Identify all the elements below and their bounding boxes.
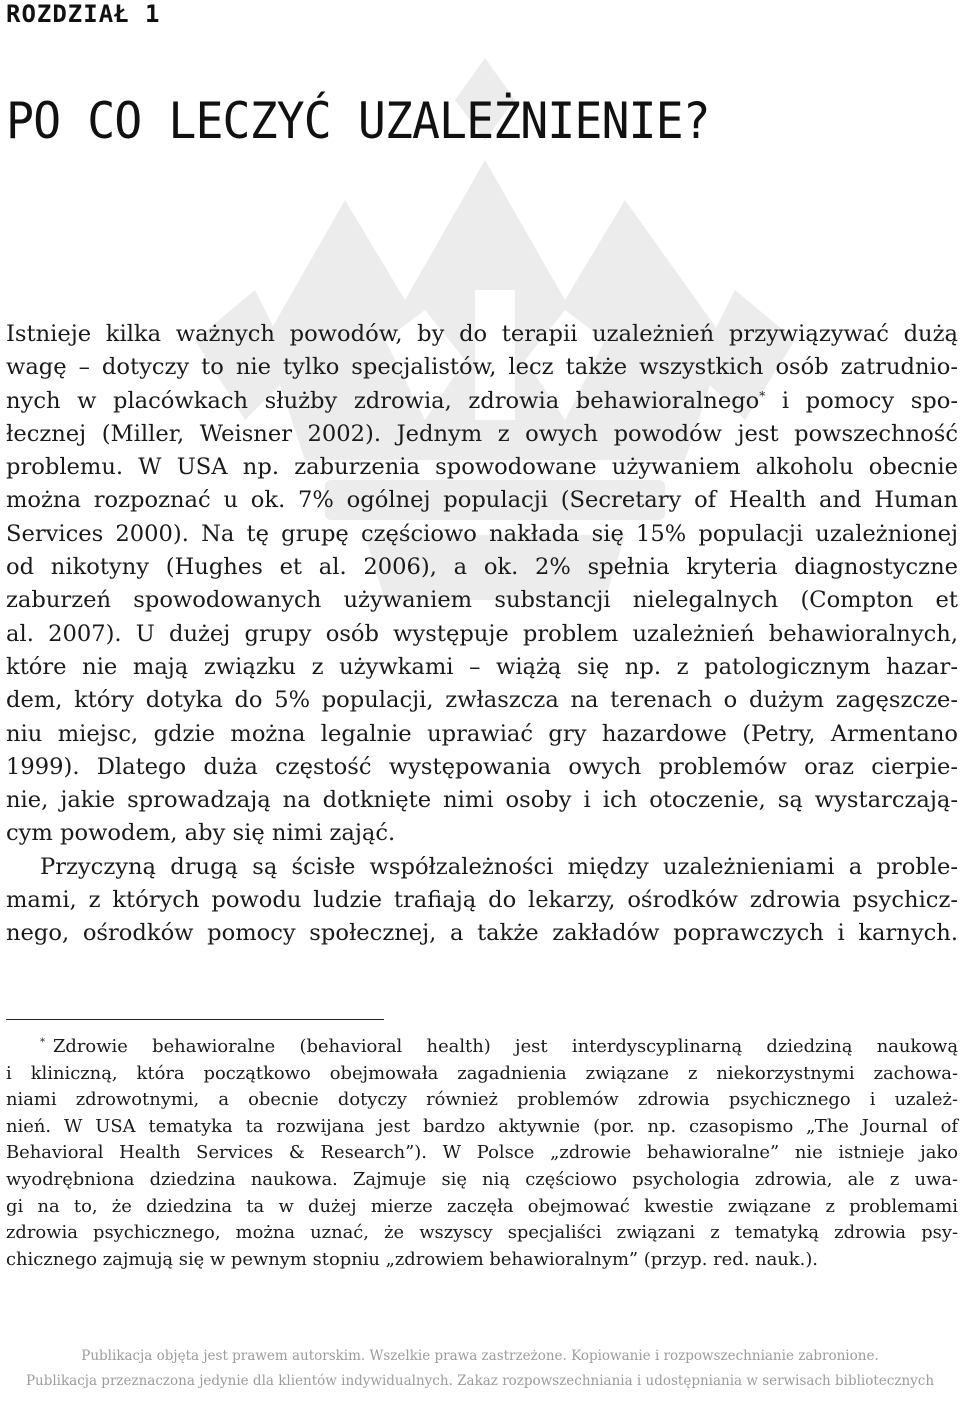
line-text: łecznej (Miller, Weisner 2002). Jednym z owych powodów jest powszechność — [6, 420, 958, 447]
footnote — [6, 1034, 958, 1273]
copyright-line-1: Publikacja objęta jest prawem autorskim. Wszelkie prawa zastrzeżone. Kopiowanie i rozpowszechnianie zabronione. — [81, 1348, 879, 1364]
main-text — [6, 318, 958, 951]
line-text: od nikotyny (Hughes et al. 2006), a ok. 2% spełnia kryteria diagnostyczne — [6, 554, 958, 581]
line-text-part: Zdrowie behawioralne (behavioral health) jest interdyscyplinarną dziedziną naukową — [53, 1036, 958, 1057]
line-text: Istnieje kilka ważnych powodów, by do terapii uzależnień przywiązywać dużą — [6, 321, 958, 347]
paragraph-1-line — [6, 751, 958, 784]
footnote-line — [6, 1167, 958, 1194]
line-text: chicznego zajmują się w pewnym stopniu „zdrowiem behawioralnym” (przyp. red. nauk.). — [6, 1248, 818, 1270]
paragraph-1-line — [6, 784, 958, 817]
footnote-line — [6, 1061, 958, 1088]
copyright-notice — [0, 1344, 960, 1394]
line-text: nie, jakie sprowadzają na dotknięte nimi osoby i ich otoczenie, są wystarczają- — [6, 787, 958, 814]
line-text: niami zdrowotnymi, a obecnie dotyczy również problemów zdrowia psychicznego i uzależ- — [6, 1089, 958, 1111]
footnote-line — [6, 1140, 958, 1167]
paragraph-1-line — [6, 385, 958, 418]
footnote-divider — [6, 1019, 384, 1020]
paragraph-1-line — [6, 484, 958, 517]
line-text: Przyczyną drugą są ścisłe współzależności między uzależnieniami a proble- — [40, 853, 958, 880]
footnote-line — [6, 1034, 958, 1061]
line-text — [40, 1034, 958, 1061]
paragraph-1-line — [6, 351, 958, 384]
paragraph-1-line — [6, 684, 958, 717]
line-text: cym powodem, aby się nimi zająć. — [6, 820, 396, 847]
footnote-line — [6, 1114, 958, 1141]
line-text-part: i pomocy spo- — [765, 387, 959, 414]
copyright-line-2: Publikacja przeznaczona jedynie dla klientów indywidualnych. Zakaz rozpowszechniania i udostępniania w serwisach bibliotecznych — [25, 1373, 935, 1389]
footnote-marker[interactable]: * — [759, 388, 766, 403]
paragraph-1-line — [6, 718, 958, 751]
paragraph-1-line — [6, 418, 958, 451]
line-text: problemu. W USA np. zaburzenia spowodowane używaniem alkoholu obecnie — [6, 454, 958, 481]
line-text: Services 2000). Na tę grupę częściowo nakłada się 15% populacji uzależnionej — [6, 520, 958, 547]
line-text: mami, z których powodu ludzie trafiają do lekarzy, ośrodków zdrowia psychicz- — [6, 887, 958, 914]
line-text: nień. W USA tematyka ta rozwijana jest bardzo aktywnie (por. np. czasopismo „The Journal of — [6, 1115, 958, 1137]
paragraph-1-line — [6, 618, 958, 651]
line-text: i kliniczną, która początkowo obejmowała zagadnienia związane z niekorzystnymi zachowa- — [6, 1062, 958, 1084]
chapter-title: PO CO LECZYĆ UZALEŻNIENIE? — [6, 92, 710, 150]
footnote-line — [6, 1194, 958, 1221]
footnote-line — [6, 1220, 958, 1247]
line-text: niu miejsc, gdzie można legalnie uprawiać gry hazardowe (Petry, Armentano — [6, 720, 958, 747]
line-text: wyodrębniona dziedzina naukowa. Zajmuje się nią częściowo psychologia zdrowia, ale z uwa- — [6, 1168, 958, 1190]
footnote-line — [6, 1087, 958, 1114]
paragraph-1-line — [6, 518, 958, 551]
paragraph-1-line — [6, 817, 958, 850]
line-text: al. 2007). U dużej grupy osób występuje problem uzależnień behawioralnych, — [6, 620, 958, 647]
line-text: dem, który dotyka do 5% populacji, zwłaszcza na terenach o dużym zagęszcze- — [6, 687, 958, 714]
line-text: można rozpoznać u ok. 7% ogólnej populacji (Secretary of Health and Human — [6, 487, 958, 514]
line-text: zaburzeń spowodowanych używaniem substancji nielegalnych (Compton et — [6, 587, 958, 614]
paragraph-1-line — [6, 451, 958, 484]
paragraph-2-line — [6, 917, 958, 950]
line-text — [6, 385, 958, 418]
line-text: gi na to, że dziedzina ta w dużej mierze zaczęła obejmować kwestie związane z problemami — [6, 1195, 958, 1217]
paragraph-1-line — [6, 584, 958, 617]
line-text: nego, ośrodków pomocy społecznej, a także zakładów poprawczych i karnych. — [6, 920, 958, 947]
line-text: Behavioral Health Services & Research”). W Polsce „zdrowie behawioralne” nie istnieje jako — [6, 1142, 958, 1164]
paragraph-1-line — [6, 651, 958, 684]
paragraph-2-line — [6, 884, 958, 917]
line-text: zdrowia psychicznego, można uznać, że wszyscy specjaliści związani z tematyką zdrowia psy- — [6, 1222, 958, 1244]
footnote-line — [6, 1247, 958, 1274]
line-text: wagę – dotyczy to nie tylko specjalistów, lecz także wszystkich osób zatrudnio- — [6, 354, 958, 381]
paragraph-2-line — [6, 851, 958, 884]
line-text: które nie mają związku z używkami – wiążą się np. z patologicznym hazar- — [6, 653, 958, 680]
footnote-marker: * — [40, 1037, 45, 1048]
line-text-part: nych w placówkach służby zdrowia, zdrowia behawioralnego — [6, 387, 760, 414]
chapter-label: ROZDZIAŁ 1 — [6, 0, 161, 28]
paragraph-1-line — [6, 318, 958, 351]
paragraph-1-line — [6, 551, 958, 584]
line-text: 1999). Dlatego duża częstość występowania owych problemów oraz cierpie- — [6, 753, 958, 780]
